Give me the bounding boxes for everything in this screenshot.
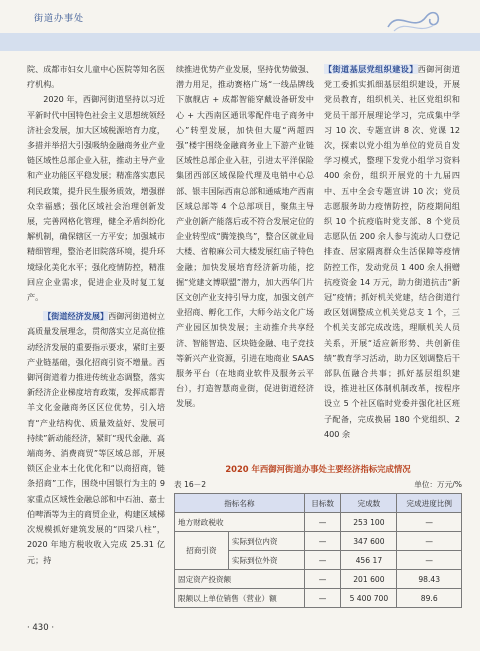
section-heading: 【街道基层党组织建设】: [324, 64, 418, 74]
cell-target: —: [304, 551, 341, 570]
cell-done: 253 100: [341, 513, 397, 532]
cell-sub-indicator: 实际到位外资: [228, 551, 304, 570]
column-header: 指标名称: [175, 494, 305, 513]
table-number: 表 16－2: [174, 480, 207, 489]
cell-target: —: [304, 570, 341, 589]
table-caption: 2020 年西御河街道办事处主要经济指标完成情况: [225, 464, 411, 474]
table-meta: [174, 479, 462, 490]
cell-done: 347 600: [341, 532, 397, 551]
cell-done: 456 17: [341, 551, 397, 570]
cell-ratio: 89.6: [397, 589, 462, 608]
cell-sub-indicator: 实际到位内资: [228, 532, 304, 551]
economic-indicators-table-block: [174, 463, 462, 608]
cell-ratio: —: [397, 513, 462, 532]
table-row: [175, 570, 462, 589]
paragraph: [324, 62, 460, 442]
section-heading: 【街道经济发展】: [43, 311, 109, 322]
table-row: [175, 532, 462, 551]
paragraph: 2020 年，西御河街道坚持以习近平新时代中国特色社会主义思想统领经济社会发展，加大区域税源培育力度，多措并举招大引强吸纳金融商务业产业链区域性总部企业入驻，推动主导产业和产业功能区平稳发展；精准落实惠民利民政策，提升民生服务质效，增强群众幸福感；强化区域社会治理创新发展，完善网格化管理，健全矛盾纠纷化解机制，确保辖区一方平安；加强城市精细管理，整治老旧院落环境，提升环境绿化美化水平；强化疫情防控，精准回应企业需求，促进企业及时复工复产。: [27, 94, 165, 303]
paragraph: [27, 309, 165, 567]
paragraph-text: 西御河街道党工委抓实抓细基层组织建设，开展党员教育，组织机关、社区党组织和党员干部开展理论学习，完成集中学习 10 次、专题宣讲 8 次、党课 12 次，探索以党小组为单位的党员自发学习模式，整理下发党小组学习资料 400 余份，组织开展党的十九届四中、五中全会专题宣讲 10 次；党员志愿服务助力疫情防控，防疫期间组织 10 个抗疫临时党支部、8 个党员志愿队伍 200 余人参与流动人口登记排查、居家隔离群众生活保障等疫情防控工作，发动党员 1 400 余人捐赠抗疫资金 14 万元，助力街道抗击“新冠”疫情；抓好机关党建，结合街道行政区划调整成立机关党总支 1 个，三个机关支部完成改选，理顺机关人员关系，开展“适应新形势、共创新佳绩”教育学习活动，助力区划调整后干部队伍融合共事；抓好基层组织建设，推进社区体制机制改革，按程序设立 5 个社区临时党委并强化社区班子配备，完成换届 180 个党组织、2 400 余: [324, 64, 460, 439]
running-header-title: 街道办事处: [34, 14, 85, 24]
cell-ratio: 98.43: [397, 570, 462, 589]
cell-group: 招商引资: [175, 532, 229, 570]
column-header: 完成数: [341, 494, 397, 513]
cell-target: —: [304, 589, 341, 608]
cell-done: 5 400 700: [341, 589, 397, 608]
page-number: · 430 ·: [27, 623, 55, 633]
cell-indicator: 限额以上单位销售（营业）额: [175, 589, 305, 608]
page-header: [0, 0, 480, 50]
table-unit: 单位：万元/%: [414, 480, 462, 489]
paragraph: 续推进优势产业发展，坚持优势做强、潜力用足，推动赛格广场“一线品牌线下旗舰店 + 成都智能穿戴设备研发中心 + 大西南区通讯零配件电子商务中心”转型发展，加快但大厦“两超四强”楼宇围绕金融商务业上下游产业链区域性总部企业入驻，引进太平洋保险集团西部区域保险代理及电销中心总部、银丰国际西南总部和通威地产西南区域总部等 4 个总部项目，聚焦主导产业创新产能落后或不符合发展定位的企业转型成“腾笼换鸟”，整合区就业局大楼、省粮麻公司大楼发展红庙子特色金融；加快发展培育经济新功能，挖掘“党建文博联盟”潜力，加大西华门片区文创产业支持引导力度，加强文创产业招商、孵化工作，大师今站文化广场产业园区加快发展；主动推介共享经济、智能智造、区块链金融、电子竞技等新兴产业资源，引进在地商业 SAAS 服务平台（在地商业软件及服务云平台），打造智慧商业街，促进街道经济发展。: [176, 64, 314, 409]
cell-target: —: [304, 532, 341, 551]
cell-ratio: —: [397, 532, 462, 551]
cell-done: 201 600: [341, 570, 397, 589]
economic-indicators-table: [174, 493, 462, 608]
text-column-1: [27, 62, 165, 568]
cell-indicator: 地方财政税收: [175, 513, 305, 532]
paragraph-text: 西御河街道树立高质量发展理念，贯彻落实立足高位推动经济发展的重要指示要求，紧盯主要产业链基础，强化招商引资不增量。西御河街道着力推进传统业态调整，落实新经济企业梯度培育政策，发挥成都青羊文化金融商务区区位优势，引入培育“产业结构优、质量效益好、发展可持续”新动能经济，紧盯“现代金融、高端商务、消费商贸”等区域总部，开展锁区企业本土化优化和“以商招商，链条招商”工作，围绕中国银行为主的 9 家重点区域性金融总部和中石油、嘉士伯啤酒等为主的商贸企业，构建区域梯次规模抓好建筑发展的“四梁八柱”，2020 年地方税收收入完成 25.31 亿元；持: [27, 311, 165, 565]
header-band: [0, 33, 480, 51]
text-column-3: [324, 62, 460, 442]
table-row: [175, 513, 462, 532]
cell-target: —: [304, 513, 341, 532]
table-row: [175, 589, 462, 608]
paragraph: 院、成都市妇女儿童中心医院等知名医疗机构。: [27, 64, 165, 90]
column-header: 完成进度比例: [397, 494, 462, 513]
column-header: 目标数: [304, 494, 341, 513]
decorative-swirl-icon: [384, 5, 444, 35]
text-column-2: [176, 62, 314, 412]
cell-ratio: —: [397, 551, 462, 570]
table-header-row: [175, 494, 462, 513]
cell-indicator: 固定资产投资额: [175, 570, 305, 589]
